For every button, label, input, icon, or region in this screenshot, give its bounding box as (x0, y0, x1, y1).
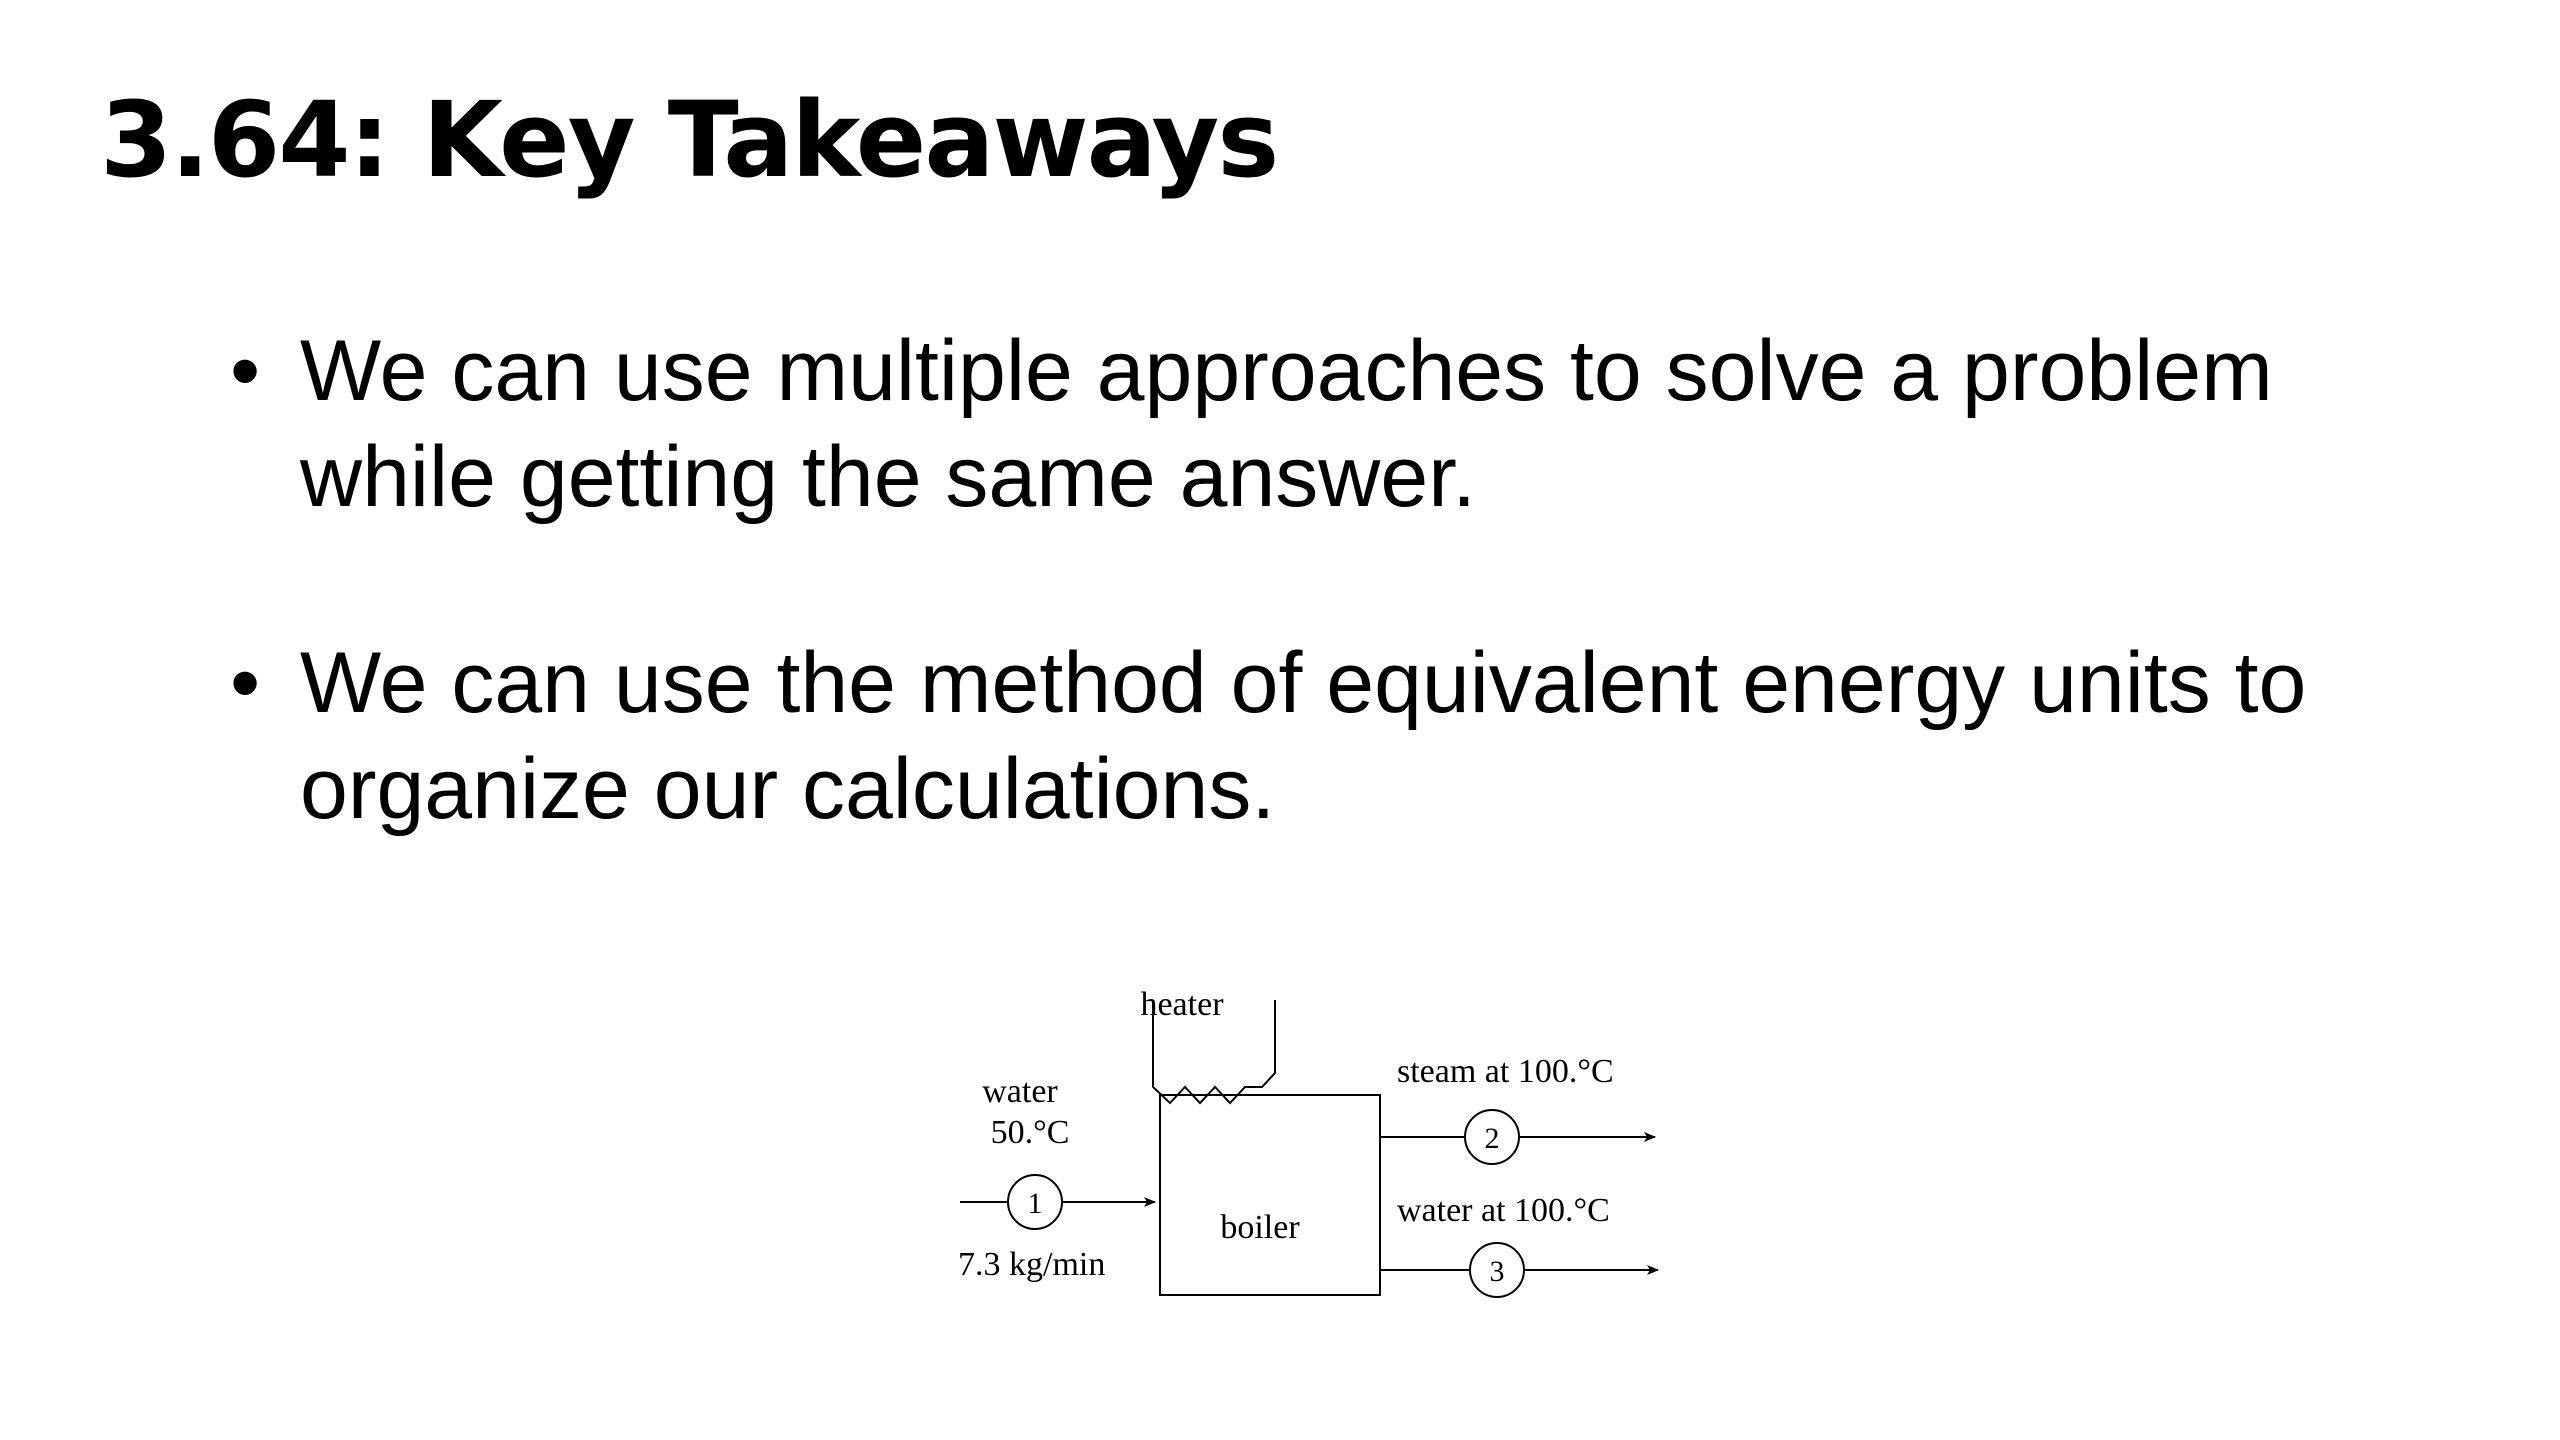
boiler-box (1160, 1095, 1380, 1295)
bullet-item (230, 318, 2430, 530)
boiler-label: boiler (1220, 1209, 1300, 1246)
bullet-text: We can use multiple approaches to solve a problem while getting the same answer. (300, 323, 2273, 525)
bullet-item (230, 630, 2430, 842)
bullet-list (230, 318, 2430, 942)
stream-1-label-line1: water (982, 1073, 1058, 1110)
heater-label: heater (1140, 986, 1224, 1023)
stream-2-label: steam at 100.°C (1397, 1053, 1614, 1090)
slide-title: 3.64: Key Takeaways (100, 79, 1278, 201)
stream-1-number: 1 (1027, 1187, 1043, 1220)
bullet-dot-icon: • (230, 635, 261, 731)
stream-3-label: water at 100.°C (1397, 1192, 1610, 1229)
stream-1-label-line2: 50.°C (990, 1114, 1070, 1151)
stream-1-flow: 7.3 kg/min (958, 1246, 1106, 1283)
boiler-process-diagram (940, 985, 1680, 1315)
bullet-dot-icon: • (230, 323, 261, 419)
stream-2-number: 2 (1484, 1122, 1500, 1155)
bullet-text: We can use the method of equivalent energy units to organize our calculations. (300, 635, 2307, 837)
stream-3-number: 3 (1489, 1255, 1505, 1288)
